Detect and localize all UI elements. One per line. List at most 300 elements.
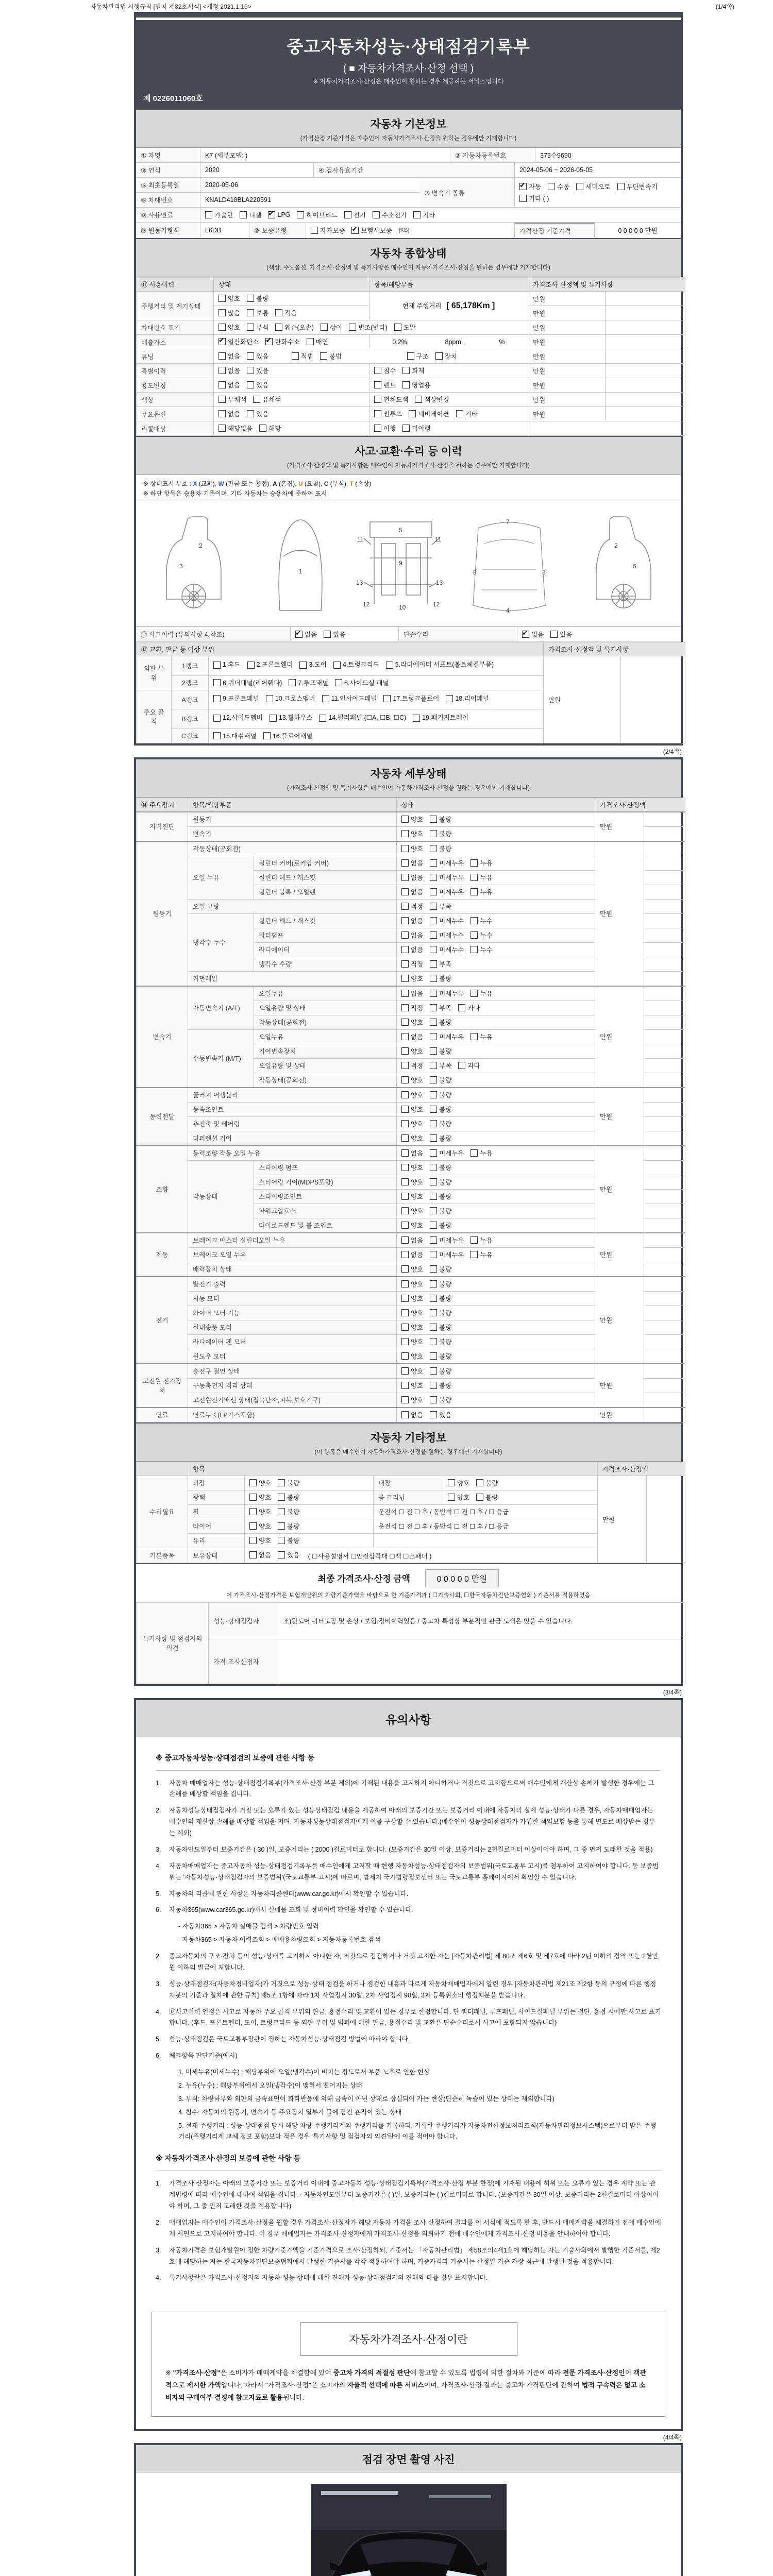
checkbox[interactable] xyxy=(430,1193,437,1200)
checkbox-option xyxy=(476,1478,498,1487)
checkbox[interactable] xyxy=(430,1251,437,1258)
checkbox[interactable] xyxy=(268,211,275,218)
checkbox[interactable] xyxy=(470,859,478,867)
checkbox[interactable] xyxy=(470,1236,478,1244)
item-cell: 브레이크 오일 누유 xyxy=(188,1247,397,1262)
device-cell: 연료 xyxy=(137,1408,188,1422)
checkbox-option xyxy=(430,1264,451,1274)
checkbox[interactable] xyxy=(401,1280,409,1287)
detail-row xyxy=(137,986,685,1001)
checkbox[interactable] xyxy=(430,830,437,837)
checkbox[interactable] xyxy=(401,903,409,910)
checkbox[interactable] xyxy=(430,1324,437,1331)
checkbox[interactable] xyxy=(430,845,437,852)
checkbox[interactable] xyxy=(430,1396,437,1403)
checkbox[interactable] xyxy=(470,946,478,953)
legend-part: (손상) xyxy=(353,480,372,487)
checkbox-option xyxy=(409,409,449,418)
checkbox[interactable] xyxy=(265,338,273,345)
checkbox-option xyxy=(430,1163,451,1172)
checkbox[interactable] xyxy=(470,1251,478,1258)
checkbox[interactable] xyxy=(401,1338,409,1345)
checkbox[interactable] xyxy=(430,1309,437,1316)
mileage-amount-note xyxy=(606,306,685,320)
checkbox-option xyxy=(430,1177,451,1187)
checkbox[interactable] xyxy=(413,715,420,722)
notice-item xyxy=(156,1861,661,1884)
checkbox[interactable] xyxy=(401,845,409,852)
checkbox[interactable] xyxy=(249,1551,257,1558)
checkbox[interactable] xyxy=(275,324,282,331)
checkbox[interactable] xyxy=(213,679,221,686)
main-option-price: 만원 xyxy=(528,407,606,421)
checkbox[interactable] xyxy=(394,324,401,331)
checkbox[interactable] xyxy=(278,1522,285,1530)
checkbox[interactable] xyxy=(446,695,453,702)
checkbox[interactable] xyxy=(401,1411,409,1418)
checkbox[interactable] xyxy=(401,1295,409,1302)
checkbox[interactable] xyxy=(430,1149,437,1157)
definition-text-part: 이며, 가격조사·산정 결과는 중고차 가격판단에 관하여 xyxy=(424,2381,582,2389)
checkbox[interactable] xyxy=(401,1193,409,1200)
checkbox[interactable] xyxy=(344,211,351,218)
glass-extra xyxy=(374,1533,598,1548)
holding-extra: ( ☐사용설명서 ☐안전삼각대 ☐잭 ☐스패너 ) xyxy=(308,1552,432,1560)
document-number: 제 0226011060호 xyxy=(143,94,203,103)
checkbox[interactable] xyxy=(307,338,314,345)
checkbox[interactable] xyxy=(430,1033,437,1040)
note-cell xyxy=(644,1349,685,1364)
checkbox[interactable] xyxy=(430,960,437,968)
checkbox[interactable] xyxy=(247,410,254,417)
checkbox[interactable] xyxy=(430,1164,437,1171)
checkbox[interactable] xyxy=(430,1280,437,1287)
checkbox[interactable] xyxy=(401,1324,409,1331)
checkbox[interactable] xyxy=(335,679,342,686)
checkbox[interactable] xyxy=(401,1178,409,1185)
checkbox-option xyxy=(430,989,464,998)
checkbox[interactable] xyxy=(247,367,254,374)
checkbox[interactable] xyxy=(247,295,254,302)
checkbox[interactable] xyxy=(448,1494,455,1501)
checkbox[interactable] xyxy=(401,1106,409,1113)
checkbox[interactable] xyxy=(247,381,254,388)
checkbox[interactable] xyxy=(617,183,625,190)
accident-header xyxy=(136,436,681,475)
checkbox[interactable] xyxy=(458,1062,465,1069)
checkbox[interactable] xyxy=(401,1222,409,1229)
checkbox-option-label: 없음 xyxy=(259,1551,272,1559)
checkbox[interactable] xyxy=(219,367,226,374)
checkbox[interactable] xyxy=(430,1106,437,1113)
checkbox[interactable] xyxy=(401,1309,409,1316)
main-option-note xyxy=(606,407,685,421)
svg-text:8: 8 xyxy=(473,569,477,576)
checkbox[interactable] xyxy=(415,396,422,403)
checkbox[interactable] xyxy=(278,1537,285,1544)
checkbox[interactable] xyxy=(247,309,254,316)
checkbox[interactable] xyxy=(333,662,341,669)
checkbox[interactable] xyxy=(430,903,437,910)
checkbox[interactable] xyxy=(430,888,437,895)
checkbox-option-label: 부족 xyxy=(439,1004,452,1012)
color-options xyxy=(214,393,369,407)
checkbox-option xyxy=(430,1090,451,1099)
checkbox[interactable] xyxy=(213,662,221,669)
checkbox-option xyxy=(550,630,572,639)
checkbox[interactable] xyxy=(219,309,226,316)
notice-item-text: 자동차인도일부터 보증기간은 ( 30 )일, 보증거리는 ( 2000 )킬로미터로 합니다. (보증기간은 30일 이상, 보증거리는 2천킬로미터 이상이어야 하며, 그 중 먼저 도래한 것을 적용) xyxy=(169,1845,653,1853)
checkbox-option-label: 없음 xyxy=(411,1236,424,1244)
checkbox[interactable] xyxy=(278,1479,285,1486)
checkbox[interactable] xyxy=(401,816,409,823)
checkbox-option-label: 불량 xyxy=(439,1120,452,1128)
checkbox-option-label: 도말 xyxy=(403,324,416,331)
vin-label: ⑥ 차대번호 xyxy=(136,193,200,207)
checkbox[interactable] xyxy=(374,425,381,432)
checkbox-option xyxy=(278,1507,299,1516)
checkbox[interactable] xyxy=(401,1265,409,1273)
checkbox[interactable] xyxy=(249,1522,257,1530)
checkbox[interactable] xyxy=(470,931,478,939)
checkbox-option xyxy=(247,366,268,375)
checkbox[interactable] xyxy=(470,990,478,997)
checkbox[interactable] xyxy=(430,975,437,982)
checkbox[interactable] xyxy=(401,888,409,895)
wheel-options xyxy=(245,1504,374,1519)
overall-state-header xyxy=(136,238,681,277)
checkbox-option-label: 미세누수 xyxy=(439,946,464,954)
checkbox[interactable] xyxy=(435,352,443,360)
checkbox-option xyxy=(319,711,406,724)
checkbox-option xyxy=(289,678,328,687)
checkbox[interactable] xyxy=(430,1120,437,1127)
checkbox[interactable] xyxy=(470,874,478,881)
checkbox[interactable] xyxy=(430,1338,437,1345)
checkbox[interactable] xyxy=(240,211,247,218)
checkbox[interactable] xyxy=(430,1207,437,1214)
checkbox[interactable] xyxy=(476,1494,483,1501)
detail-row xyxy=(137,1233,685,1248)
state-options-cell xyxy=(397,1291,595,1306)
note-cell xyxy=(644,928,685,942)
checkbox-option-label: 양호 xyxy=(411,1207,424,1215)
legend-part: W xyxy=(218,480,224,487)
checkbox[interactable] xyxy=(402,425,410,432)
color-price: 만원 xyxy=(528,393,606,407)
checkbox[interactable] xyxy=(297,211,304,218)
checkbox[interactable] xyxy=(402,381,410,388)
tuning-label: 튜닝 xyxy=(137,349,214,364)
checkbox[interactable] xyxy=(409,410,416,417)
checkbox-option xyxy=(430,1279,451,1289)
checkbox[interactable] xyxy=(401,990,409,997)
notice-title: 유의사항 xyxy=(385,1713,431,1726)
checkbox[interactable] xyxy=(519,195,527,202)
checkbox[interactable] xyxy=(289,679,296,686)
checkbox[interactable] xyxy=(401,1382,409,1389)
checkbox-option-label: 누유 xyxy=(480,990,493,997)
checkbox-option-label: 불량 xyxy=(287,1522,300,1530)
checkbox[interactable] xyxy=(430,1076,437,1083)
checkbox[interactable] xyxy=(349,324,356,331)
checkbox[interactable] xyxy=(401,960,409,968)
checkbox[interactable] xyxy=(351,227,359,234)
exchange-price-label: 가격조사·산정액 및 특기사항 xyxy=(544,642,685,656)
checkbox[interactable] xyxy=(401,946,409,953)
item-group-cell: 자동변속기 (A/T) xyxy=(188,986,254,1030)
checkbox-option-label: 누수 xyxy=(480,946,493,954)
checkbox[interactable] xyxy=(249,1537,257,1544)
checkbox[interactable] xyxy=(213,732,221,739)
checkbox[interactable] xyxy=(550,631,558,638)
checkbox[interactable] xyxy=(219,352,226,360)
checkbox-option xyxy=(219,337,259,346)
checkbox[interactable] xyxy=(322,695,329,702)
checkbox-option-label: 불량 xyxy=(485,1494,498,1501)
checkbox-option xyxy=(519,194,549,203)
checkbox-option xyxy=(266,692,315,705)
checkbox[interactable] xyxy=(219,324,226,331)
checkbox[interactable] xyxy=(401,830,409,837)
checkbox[interactable] xyxy=(324,631,331,638)
checkbox[interactable] xyxy=(522,631,529,638)
checkbox[interactable] xyxy=(476,1479,483,1486)
checkbox[interactable] xyxy=(401,1149,409,1157)
checkbox-option xyxy=(219,308,240,317)
checkbox-option xyxy=(374,423,396,433)
checkbox-option xyxy=(401,1003,423,1012)
checkbox[interactable] xyxy=(247,662,255,669)
checkbox[interactable] xyxy=(278,1494,285,1501)
checkbox[interactable] xyxy=(247,324,254,331)
checkbox[interactable] xyxy=(430,859,437,867)
checkbox[interactable] xyxy=(548,183,555,190)
recall-done-options xyxy=(369,421,528,436)
checkbox[interactable] xyxy=(213,715,221,722)
detail-row xyxy=(137,1364,685,1379)
checkbox[interactable] xyxy=(266,695,273,702)
checkbox-option-label: 없음 xyxy=(228,382,241,389)
checkbox[interactable] xyxy=(401,859,409,867)
checkbox[interactable] xyxy=(401,1033,409,1040)
checkbox[interactable] xyxy=(374,381,381,388)
checkbox-option xyxy=(247,409,268,418)
checkbox[interactable] xyxy=(259,425,266,432)
checkbox[interactable] xyxy=(401,1352,409,1360)
notice-item xyxy=(156,1778,661,1801)
checkbox-option xyxy=(275,308,297,317)
rankC-label: C랭크 xyxy=(172,728,209,743)
checkbox[interactable] xyxy=(278,1508,285,1515)
holding-state-label: 보유상태 xyxy=(188,1548,245,1563)
main-option-exist-options xyxy=(214,407,369,421)
first-reg-value: 2020-05-06 xyxy=(205,181,238,189)
checkbox[interactable] xyxy=(247,352,254,360)
checkbox[interactable] xyxy=(470,1033,478,1040)
checkbox[interactable] xyxy=(470,888,478,895)
checkbox-option xyxy=(275,323,314,332)
checkbox-option-label: 있음 xyxy=(333,631,346,638)
checkbox[interactable] xyxy=(401,975,409,982)
checkbox-option-label: 있음 xyxy=(287,1551,300,1559)
checkbox[interactable] xyxy=(401,1396,409,1403)
checkbox[interactable] xyxy=(430,1265,437,1273)
checkbox[interactable] xyxy=(430,1134,437,1142)
checkbox[interactable] xyxy=(299,662,307,669)
checkbox[interactable] xyxy=(401,1164,409,1171)
tuning-note xyxy=(606,349,685,364)
checkbox[interactable] xyxy=(470,1149,478,1157)
checkbox[interactable] xyxy=(430,1004,437,1011)
notice-item xyxy=(156,2007,661,2029)
exchange-panel-table xyxy=(136,642,685,743)
checkbox[interactable] xyxy=(401,1134,409,1142)
checkbox[interactable] xyxy=(402,367,410,374)
checkbox[interactable] xyxy=(430,1367,437,1375)
checkbox[interactable] xyxy=(430,1091,437,1098)
checkbox[interactable] xyxy=(407,352,414,360)
checkbox[interactable] xyxy=(430,1019,437,1026)
checkbox[interactable] xyxy=(470,917,478,924)
checkbox[interactable] xyxy=(430,1411,437,1418)
checkbox[interactable] xyxy=(430,1047,437,1055)
checkbox[interactable] xyxy=(320,352,327,360)
checkbox[interactable] xyxy=(430,990,437,997)
checkbox[interactable] xyxy=(249,1494,257,1501)
sub-item-cell: 스티어링 기어(MDPS포함) xyxy=(254,1175,397,1189)
exchange-price: 만원 xyxy=(544,656,621,743)
checkbox[interactable] xyxy=(576,183,583,190)
checkbox[interactable] xyxy=(219,425,226,432)
checkbox[interactable] xyxy=(401,931,409,939)
checkbox[interactable] xyxy=(430,931,437,939)
sub-item-cell: 오일유량 및 상태 xyxy=(254,1001,397,1015)
checkbox[interactable] xyxy=(430,1062,437,1069)
checkbox[interactable] xyxy=(430,1222,437,1229)
checkbox[interactable] xyxy=(219,410,226,417)
checkbox[interactable] xyxy=(519,183,527,190)
checkbox[interactable] xyxy=(401,1367,409,1375)
detail-state-table xyxy=(136,798,685,1422)
checkbox[interactable] xyxy=(430,1178,437,1185)
checkbox[interactable] xyxy=(374,410,381,417)
checkbox[interactable] xyxy=(219,295,226,302)
checkbox[interactable] xyxy=(401,1047,409,1055)
checkbox[interactable] xyxy=(456,410,463,417)
checkbox[interactable] xyxy=(401,1120,409,1127)
checkbox[interactable] xyxy=(401,1251,409,1258)
checkbox[interactable] xyxy=(401,1236,409,1244)
checkbox[interactable] xyxy=(430,1382,437,1389)
checkbox[interactable] xyxy=(219,381,226,388)
checkbox[interactable] xyxy=(292,352,299,360)
holding-state-options xyxy=(245,1548,598,1563)
checkbox[interactable] xyxy=(401,1076,409,1083)
checkbox[interactable] xyxy=(374,367,381,374)
checkbox[interactable] xyxy=(401,1091,409,1098)
checkbox[interactable] xyxy=(278,1551,285,1558)
checkbox[interactable] xyxy=(448,1479,455,1486)
checkbox[interactable] xyxy=(374,396,381,403)
checkbox-option-label: 상이 xyxy=(329,324,343,331)
checkbox[interactable] xyxy=(430,816,437,823)
checkbox-option-label: 미세누유 xyxy=(439,1236,464,1244)
checkbox-option xyxy=(519,182,541,191)
checkbox[interactable] xyxy=(319,715,326,722)
checkbox[interactable] xyxy=(263,732,271,739)
checkbox[interactable] xyxy=(270,715,277,722)
checkbox[interactable] xyxy=(401,1062,409,1069)
mileage-price: 만원 xyxy=(528,292,606,306)
notice-body xyxy=(136,1737,681,2299)
main-frame-label: 주요 골격 xyxy=(137,690,172,743)
checkbox-option xyxy=(401,1177,423,1187)
checkbox[interactable] xyxy=(458,1004,465,1011)
checkbox[interactable] xyxy=(249,1479,257,1486)
checkbox[interactable] xyxy=(386,662,393,669)
checkbox-option xyxy=(430,1192,451,1201)
checkbox[interactable] xyxy=(321,324,328,331)
checkbox[interactable] xyxy=(275,309,282,316)
checkbox[interactable] xyxy=(430,1352,437,1360)
checkbox[interactable] xyxy=(219,396,226,403)
checkbox-option xyxy=(430,858,464,868)
checkbox-option-label: 미세누유 xyxy=(439,1033,464,1041)
checkbox[interactable] xyxy=(401,1019,409,1026)
checkbox-option xyxy=(249,1507,271,1516)
svg-text:8: 8 xyxy=(542,569,546,576)
checkbox-option-label: 누유 xyxy=(480,888,493,896)
note-cell xyxy=(644,885,685,899)
checkbox-option-label: 보험사보증 xyxy=(361,227,392,234)
page-4 xyxy=(134,2443,683,2576)
checkbox[interactable] xyxy=(383,695,391,702)
checkbox[interactable] xyxy=(401,1004,409,1011)
checkbox[interactable] xyxy=(253,396,260,403)
checkbox[interactable] xyxy=(430,1236,437,1244)
col-state: 상태 xyxy=(214,278,369,292)
checkbox-option-label: 1.후드 xyxy=(223,661,241,668)
checkbox[interactable] xyxy=(413,211,421,218)
checkbox[interactable] xyxy=(249,1508,257,1515)
checkbox-option xyxy=(401,1061,423,1070)
checkbox[interactable] xyxy=(205,211,212,218)
sub-item-cell: 오일누유 xyxy=(254,1029,397,1044)
checkbox[interactable] xyxy=(311,227,318,234)
checkbox-option xyxy=(249,1536,271,1545)
overall-state-table xyxy=(136,277,685,436)
checkbox[interactable] xyxy=(401,874,409,881)
checkbox[interactable] xyxy=(219,338,226,345)
checkbox[interactable] xyxy=(401,1207,409,1214)
definition-text-part: 은 소비자가 매매계약을 체결함에 있어 xyxy=(220,2369,333,2377)
checkbox[interactable] xyxy=(401,917,409,924)
checkbox[interactable] xyxy=(295,631,303,638)
checkbox[interactable] xyxy=(373,211,380,218)
checkbox[interactable] xyxy=(430,946,437,953)
other-info-header xyxy=(136,1422,681,1462)
checkbox[interactable] xyxy=(213,695,221,702)
checkbox-option-label: 불량 xyxy=(439,1178,452,1186)
checkbox[interactable] xyxy=(430,874,437,881)
checkbox[interactable] xyxy=(430,917,437,924)
page-number-3: (3/4쪽) xyxy=(663,1688,682,1696)
checkbox-option xyxy=(374,409,402,418)
definition-text-part: 에 참고할 수 있도록 법령에 의한 절차와 기준에 따라 xyxy=(410,2369,563,2377)
checkbox-option xyxy=(401,1148,423,1158)
checkbox[interactable] xyxy=(430,1295,437,1302)
